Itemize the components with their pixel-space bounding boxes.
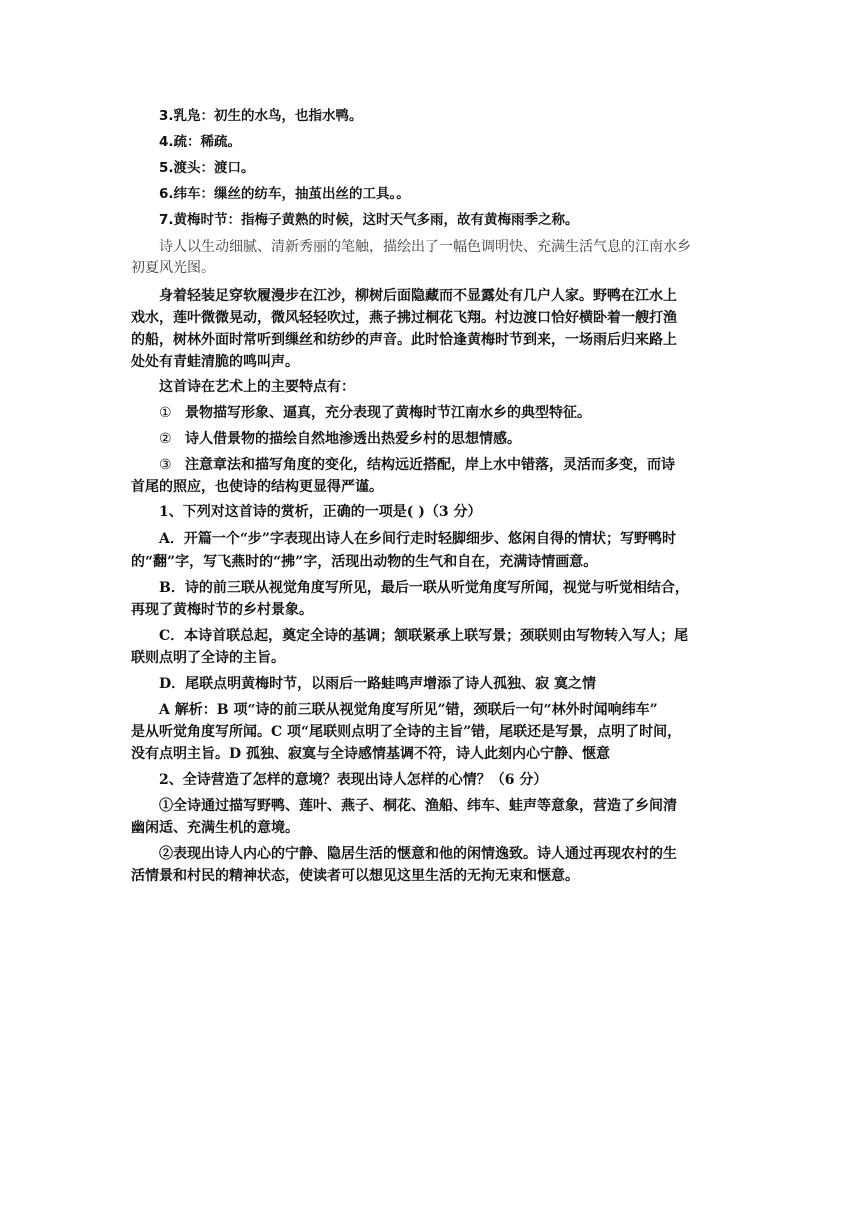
question-2-stem: 2、全诗营造了怎样的意境？表现出诗人怎样的心情？（6 分） bbox=[159, 772, 548, 788]
note-7: 7.黄梅时节：指梅子黄熟的时候，这时天气多雨，故有黄梅雨季之称。 bbox=[159, 212, 579, 228]
feature-text-2: 诗人借景物的描绘自然地渗透出热爱乡村的思想情感。 bbox=[185, 431, 521, 447]
option-a-line-2: 的“翻”字，写飞燕时的“拂”字，活现出动物的生气和自在，充满诗情画意。 bbox=[131, 554, 598, 570]
feature-mark-1: ① bbox=[159, 405, 172, 421]
note-6: 6.纬车：缫丝的纺车，抽茧出丝的工具。。 bbox=[159, 186, 410, 202]
feature-mark-3: ③ bbox=[159, 457, 172, 473]
summary-line-2: 初夏风光图。 bbox=[131, 260, 215, 276]
option-c-line-2: 联则点明了全诗的主旨。 bbox=[131, 650, 285, 666]
option-a-line-1: A．开篇一个“步”字表现出诗人在乡间行走时轻脚细步、悠闲自得的情状；写野鸭时 bbox=[159, 531, 676, 547]
answer-2b-line-2: 活情景和村民的精神状态，使读者可以想见这里生活的无拘无束和惬意。 bbox=[131, 868, 579, 884]
note-4: 4.疏：稀疏。 bbox=[159, 134, 242, 150]
option-b-line-2: 再现了黄梅时节的乡村景象。 bbox=[131, 602, 313, 618]
feature-item-2 bbox=[159, 429, 757, 449]
option-b-line-1: B．诗的前三联从视觉角度写所见，最后一联从听觉角度写所闻，视觉与听觉相结合， bbox=[159, 580, 689, 596]
feature-item-3 bbox=[159, 455, 757, 475]
answer-2a-line-1: ①全诗通过描写野鸭、莲叶、燕子、桐花、渔船、纬车、蛙声等意象，营造了乡间清 bbox=[159, 798, 677, 814]
translation-line-1: 身着轻装足穿软履漫步在江沙，柳树后面隐藏而不显露处有几户人家。野鸭在江水上 bbox=[159, 288, 677, 304]
answer-1-line-3: 没有点明主旨。D 孤独、寂寞与全诗感情基调不符，诗人此刻内心宁静、惬意 bbox=[131, 746, 611, 762]
answer-1-line-2: 是从听觉角度写所闻。C 项“尾联则点明了全诗的主旨”错，尾联还是写景，点明了时间， bbox=[131, 724, 682, 740]
feature-mark-2: ② bbox=[159, 431, 172, 447]
answer-1-line-1: A 解析：B 项“诗的前三联从视觉角度写所见”错，颈联后一句“林外时闻响纬车” bbox=[159, 702, 658, 718]
features-intro: 这首诗在艺术上的主要特点有： bbox=[159, 379, 355, 395]
feature-text-3: 注意章法和描写角度的变化，结构远近搭配，岸上水中错落，灵活而多变，而诗 bbox=[185, 457, 675, 473]
feature-text-1: 景物描写形象、逼真，充分表现了黄梅时节江南水乡的典型特征。 bbox=[185, 405, 591, 421]
translation-line-3: 的船，树林外面时常听到缫丝和纺纱的声音。此时恰逢黄梅时节到来，一场雨后归来路上 bbox=[131, 332, 677, 348]
note-3: 3.乳凫：初生的水鸟，也指水鸭。 bbox=[159, 108, 363, 124]
option-d-line-1: D．尾联点明黄梅时节，以雨后一路蛙鸣声增添了诗人孤独、寂 寞之情 bbox=[159, 676, 597, 692]
note-5: 5.渡头：渡口。 bbox=[159, 160, 255, 176]
translation-line-2: 戏水，莲叶微微晃动，微风轻轻吹过，燕子拂过桐花飞翔。村边渡口恰好横卧着一艘打渔 bbox=[131, 310, 677, 326]
answer-2b-line-1: ②表现出诗人内心的宁静、隐居生活的惬意和他的闲情逸致。诗人通过再现农村的生 bbox=[159, 846, 677, 862]
summary-line-1: 诗人以生动细腻、清新秀丽的笔触，描绘出了一幅色调明快、充满生活气息的江南水乡 bbox=[159, 239, 691, 255]
feature-item-1 bbox=[159, 403, 757, 423]
question-1-stem: 1、下列对这首诗的赏析，正确的一项是( )（3 分） bbox=[159, 504, 482, 520]
option-c-line-1: C．本诗首联总起，奠定全诗的基调；颔联紧承上联写景；颈联则由写物转入写人；尾 bbox=[159, 628, 689, 644]
feature-item-3-cont: 首尾的照应，也使诗的结构更显得严谨。 bbox=[131, 479, 383, 495]
answer-2a-line-2: 幽闲适、充满生机的意境。 bbox=[131, 820, 299, 836]
translation-line-4: 处处有青蛙清脆的鸣叫声。 bbox=[131, 354, 299, 370]
